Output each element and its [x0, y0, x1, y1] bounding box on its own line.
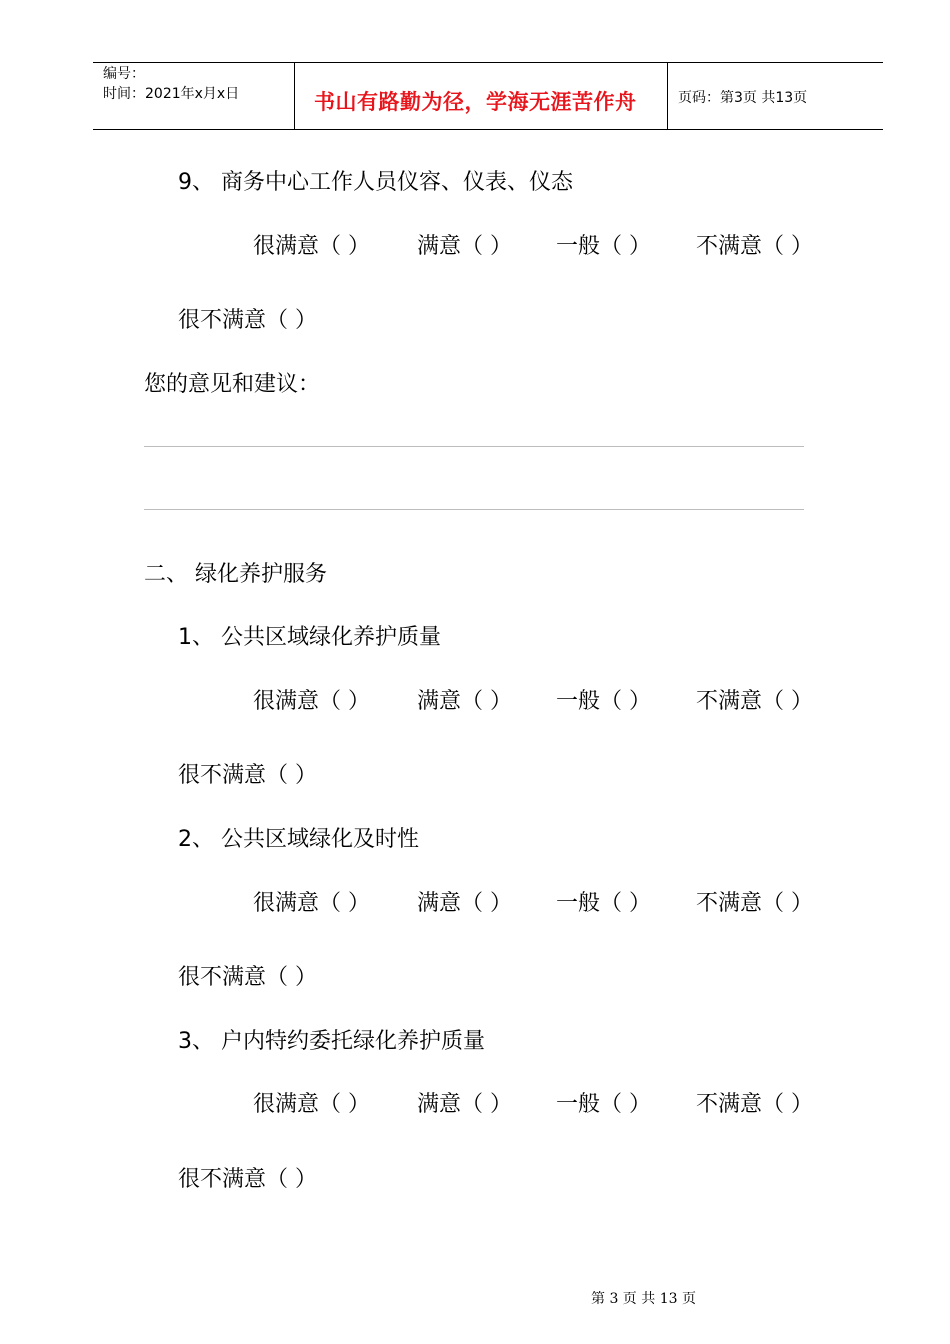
suggestion-line-2[interactable]	[144, 509, 804, 510]
q1-option-dissatisfied[interactable]: 不满意（ ）	[696, 689, 813, 714]
q1-option-average[interactable]: 一般（ ）	[556, 689, 651, 714]
header-top-rule	[93, 62, 883, 63]
header-divider-left	[294, 62, 295, 130]
q2-option-satisfied[interactable]: 满意（ ）	[417, 891, 512, 916]
question-3-title: 3、 户内特约委托绿化养护质量	[178, 1029, 485, 1054]
question-9-title: 9、 商务中心工作人员仪容、仪表、仪态	[178, 170, 573, 195]
q3-option-very-satisfied[interactable]: 很满意（ ）	[253, 1092, 370, 1117]
header-bottom-rule	[93, 129, 883, 130]
part-2-title: 二、 绿化养护服务	[144, 562, 327, 587]
q2-option-dissatisfied[interactable]: 不满意（ ）	[696, 891, 813, 916]
q9-option-dissatisfied[interactable]: 不满意（ ）	[696, 234, 813, 259]
q9-option-very-dissatisfied[interactable]: 很不满意（ ）	[178, 308, 317, 333]
q3-option-satisfied[interactable]: 满意（ ）	[417, 1092, 512, 1117]
header-number-label: 编号：	[103, 66, 145, 82]
suggestion-label: 您的意见和建议：	[144, 372, 321, 397]
q2-option-very-satisfied[interactable]: 很满意（ ）	[253, 891, 370, 916]
header-time-label: 时间：2021年x月x日	[103, 86, 240, 102]
q2-option-very-dissatisfied[interactable]: 很不满意（ ）	[178, 965, 317, 990]
question-1-title: 1、 公共区域绿化养护质量	[178, 625, 441, 650]
suggestion-line-1[interactable]	[144, 446, 804, 447]
q1-option-very-satisfied[interactable]: 很满意（ ）	[253, 689, 370, 714]
q3-option-dissatisfied[interactable]: 不满意（ ）	[696, 1092, 813, 1117]
q9-option-very-satisfied[interactable]: 很满意（ ）	[253, 234, 370, 259]
footer-page-number: 第 3 页 共 13 页	[591, 1291, 696, 1307]
header-page-label: 页码：第3页 共13页	[678, 90, 808, 106]
q3-option-average[interactable]: 一般（ ）	[556, 1092, 651, 1117]
header-motto: 书山有路勤为径，学海无涯苦作舟	[314, 90, 637, 114]
q1-option-very-dissatisfied[interactable]: 很不满意（ ）	[178, 763, 317, 788]
q2-option-average[interactable]: 一般（ ）	[556, 891, 651, 916]
q1-option-satisfied[interactable]: 满意（ ）	[417, 689, 512, 714]
q3-option-very-dissatisfied[interactable]: 很不满意（ ）	[178, 1167, 317, 1192]
q9-option-satisfied[interactable]: 满意（ ）	[417, 234, 512, 259]
question-2-title: 2、 公共区域绿化及时性	[178, 827, 419, 852]
q9-option-average[interactable]: 一般（ ）	[556, 234, 651, 259]
header-divider-right	[667, 62, 668, 130]
